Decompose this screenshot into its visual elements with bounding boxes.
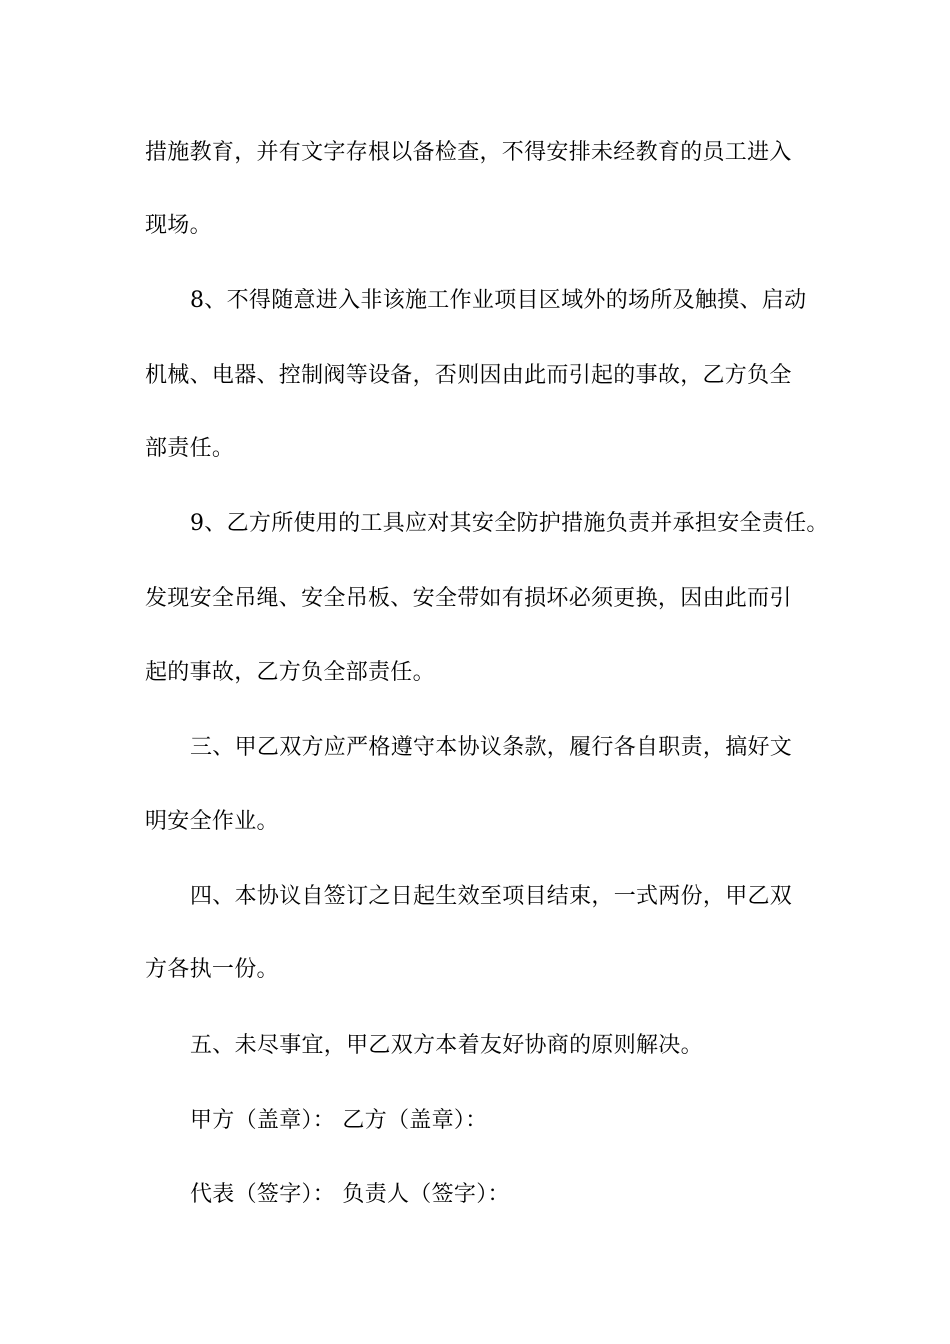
party-a-seal-line: 甲方（盖章）： 乙方（盖章）： xyxy=(190,1108,488,1133)
representative-signature-line: 代表（签字）： 负责人（签字）： xyxy=(190,1182,510,1207)
paragraph-line: 明安全作业。 xyxy=(145,809,279,834)
clause-8-line: 8、不得随意进入非该施工作业项目区域外的场所及触摸、启动 xyxy=(190,288,807,313)
paragraph-line: 部责任。 xyxy=(145,436,235,461)
paragraph-line: 措施教育，并有文字存根以备检查，不得安排未经教育的员工进入 xyxy=(145,140,792,165)
section-4-line: 四、本协议自签订之日起生效至项目结束，一式两份，甲乙双 xyxy=(190,884,793,909)
paragraph-line: 方各执一份。 xyxy=(145,957,279,982)
paragraph-line: 发现安全吊绳、安全吊板、安全带如有损坏必须更换，因由此而引 xyxy=(145,586,792,611)
section-3-line: 三、甲乙双方应严格遵守本协议条款，履行各自职责，搞好文 xyxy=(190,735,793,760)
clause-9-line: 9、乙方所使用的工具应对其安全防护措施负责并承担安全责任。 xyxy=(190,511,829,536)
paragraph-line: 机械、电器、控制阀等设备，否则因由此而引起的事故，乙方负全 xyxy=(145,363,792,388)
paragraph-line: 现场。 xyxy=(145,213,212,238)
section-5-line: 五、未尽事宜，甲乙双方本着友好协商的原则解决。 xyxy=(190,1033,703,1058)
paragraph-line: 起的事故，乙方负全部责任。 xyxy=(145,660,435,685)
